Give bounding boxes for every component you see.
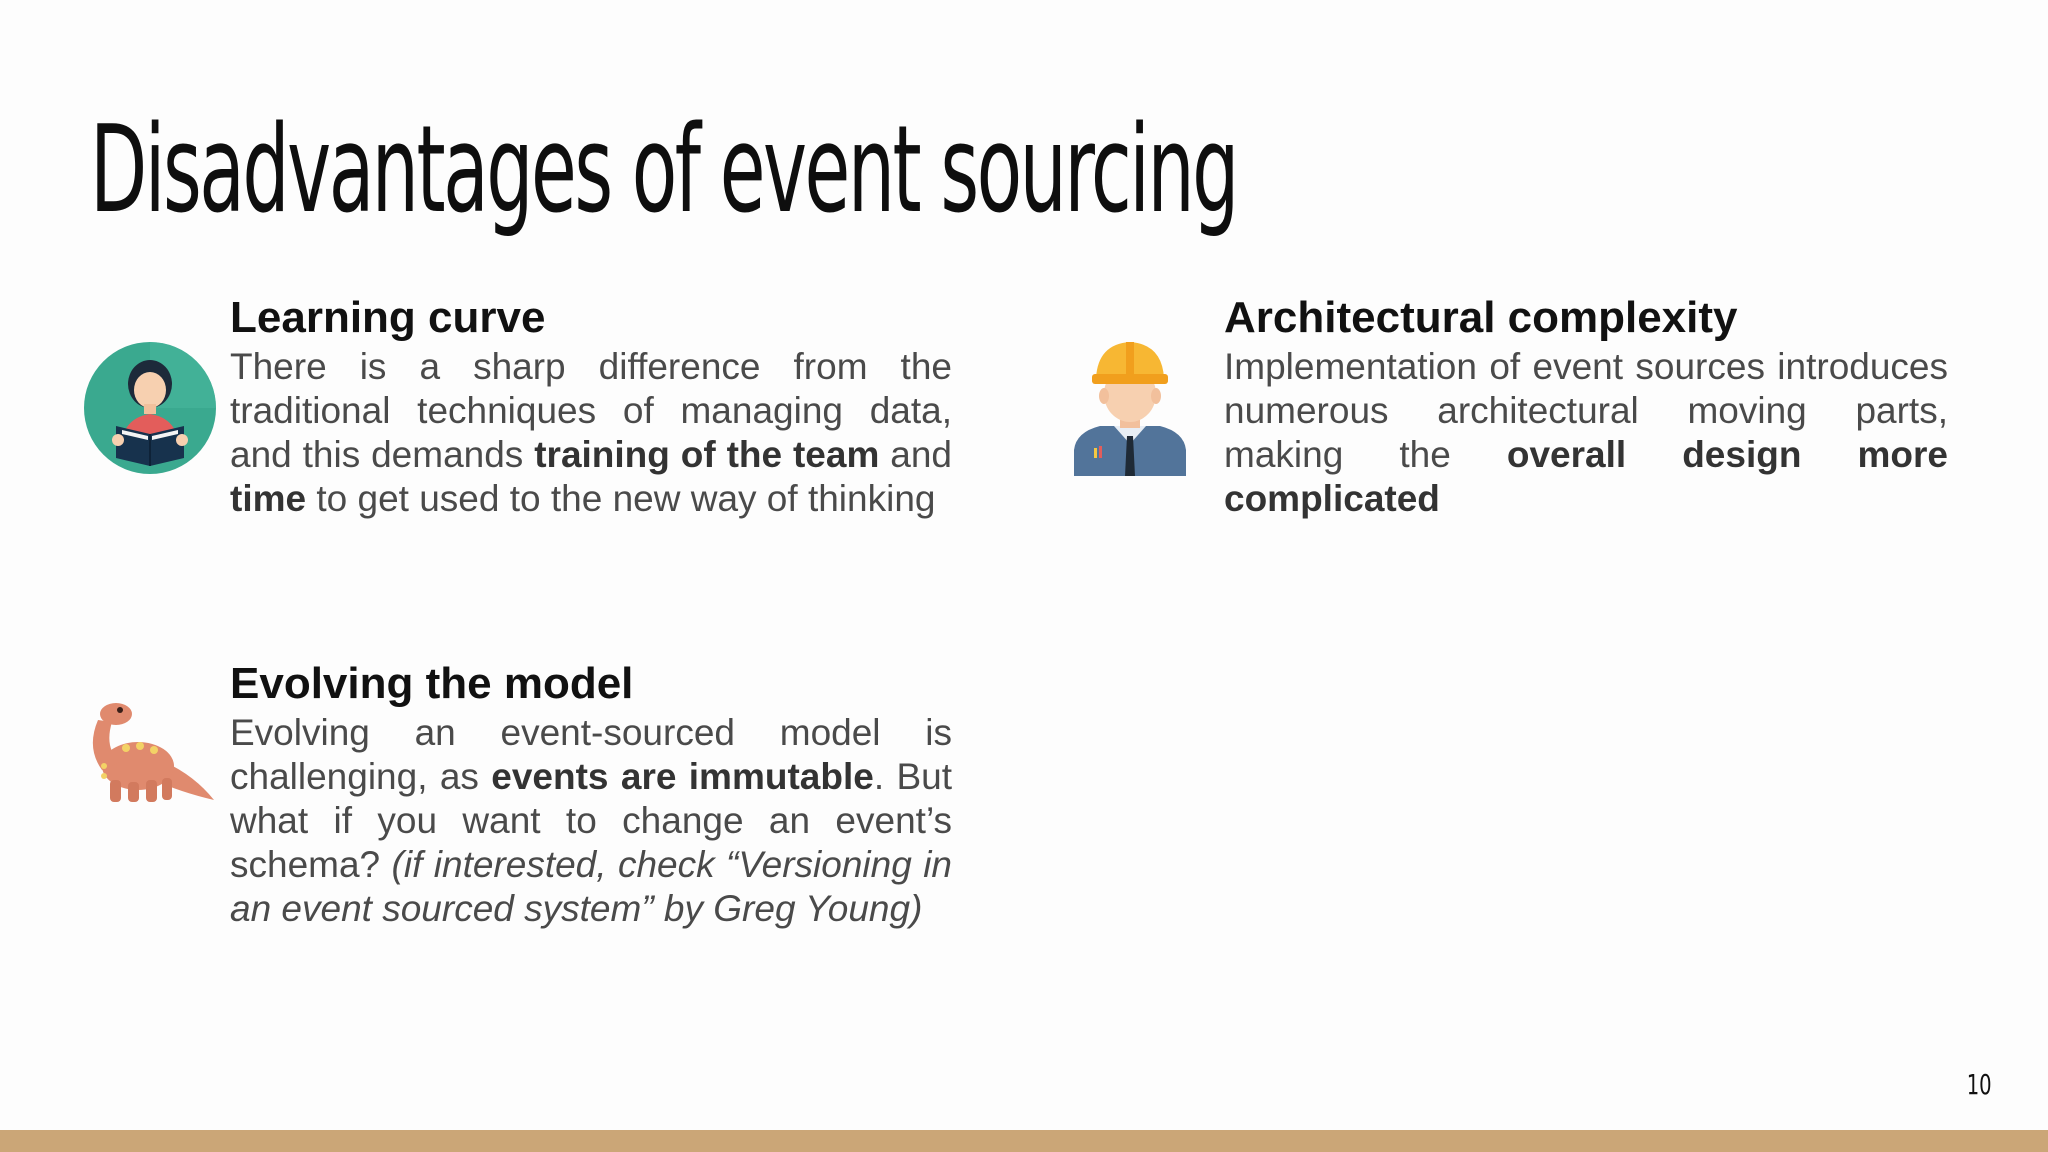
student-reading-icon	[82, 340, 218, 476]
construction-worker-icon	[1070, 338, 1190, 478]
evolving-model-body: Evolving an event-sourced model is challenging, as events are immutable. But what if you want to change an event’s schema? (if interested, check “Versioning in an event sourced system” by Greg Young)	[230, 712, 952, 929]
evolving-model-heading: Evolving the model	[230, 659, 634, 708]
slide-title: Disadvantages of event sourcing	[90, 101, 1237, 240]
page-number: 10	[1967, 1068, 1992, 1101]
dinosaur-icon	[80, 700, 216, 804]
architectural-complexity-heading: Architectural complexity	[1224, 293, 1738, 342]
learning-curve-heading: Learning curve	[230, 293, 546, 342]
architectural-complexity-body: Implementation of event sources introduces numerous architectural moving parts, making the overall design more complicated	[1224, 346, 1948, 519]
learning-curve-body: There is a sharp difference from the traditional techniques of managing data, and this demands training of the team and time to get used to the new way of thinking	[230, 346, 953, 519]
bottom-accent-bar	[0, 1130, 2048, 1152]
